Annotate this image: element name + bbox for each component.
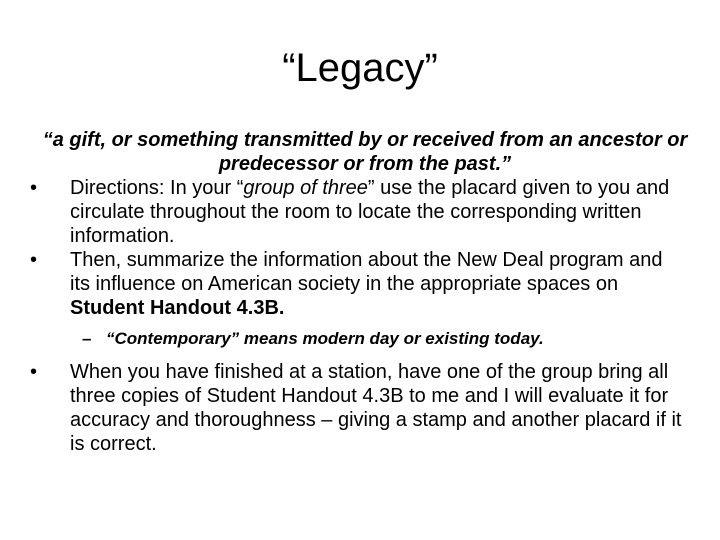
bullet-text (70, 176, 688, 248)
bullet-text: When you have finished at a station, have one of the group bring all three copies of Student Handout 4.3B to me and I will evaluate it for accuracy and thoroughness – giving a stamp and another placard if it is correct. (70, 361, 682, 455)
bullet-item-directions (28, 176, 688, 248)
sub-bullet-text: “Contemporary” means modern day or existing today. (106, 329, 544, 348)
sub-bullet-marker: – (82, 329, 92, 348)
bullet-text-part: Directions: In your “ (70, 177, 244, 199)
slide-title: “Legacy” (282, 46, 438, 90)
bullet-marker: • (30, 361, 38, 383)
bullet-text-strong: Student Handout 4.3B. (70, 297, 285, 319)
bullet-item-summarize (28, 248, 688, 320)
bullet-text-part: Then, summarize the information about the New Deal program and its influence on American society in the appropriate spaces on (70, 249, 663, 295)
bullet-marker: • (30, 177, 38, 199)
bullet-marker: • (30, 249, 38, 271)
slide-body (28, 128, 688, 456)
bullet-text-part: ” use the placard given to you and circulate throughout the room to locate the corresponding written information. (70, 177, 670, 247)
sub-bullet-item (28, 328, 688, 350)
bullet-text (70, 248, 688, 320)
definition-quote: “a gift, or something transmitted by or received from an ancestor or predecessor or from the past.” (42, 129, 688, 175)
bullet-text-emphasis: group of three (243, 177, 368, 199)
bullet-item-station (28, 360, 688, 456)
